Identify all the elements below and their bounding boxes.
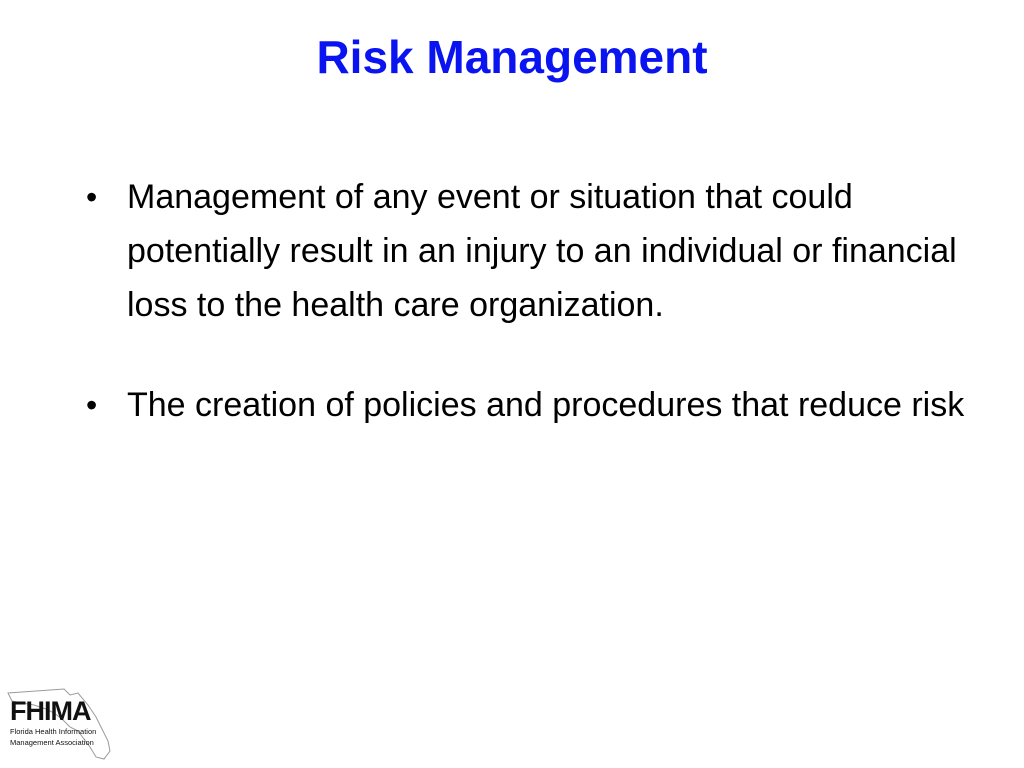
bullet-text: Management of any event or situation that could potentially result in an injury to an individual or financial loss to the health care organization. (127, 178, 957, 324)
logo-subtitle-line-2: Management Association (10, 738, 94, 747)
logo-subtitle-line-1: Florida Health Information (10, 727, 97, 736)
logo-wordmark: FHIMA (10, 696, 91, 726)
bullet-text: The creation of policies and procedures that reduce risk (127, 386, 965, 424)
bullet-list (86, 170, 966, 478)
slide-title: Risk Management (316, 31, 708, 83)
logo-text-block (10, 697, 96, 747)
bullet-item-2 (86, 378, 966, 432)
bullet-marker: • (86, 387, 98, 423)
bullet-item-1 (86, 170, 966, 332)
fhima-logo (4, 683, 116, 763)
bullet-marker: • (86, 179, 98, 215)
